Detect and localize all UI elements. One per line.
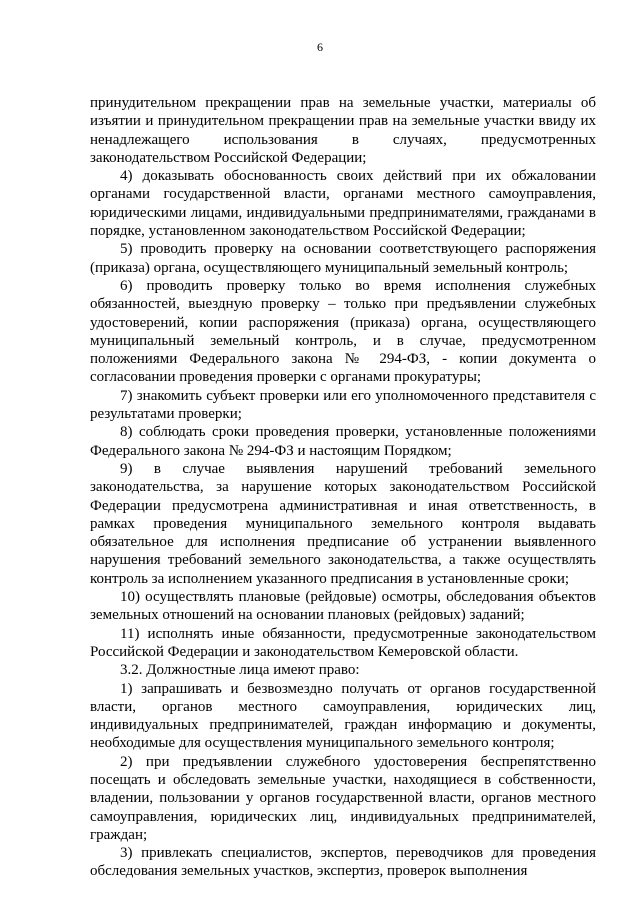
paragraph: 8) соблюдать сроки проведения проверки, установленные положениями Федерального закона № 294-ФЗ и настоящим Порядком;: [90, 424, 596, 459]
paragraph: принудительном прекращении прав на земельные участки, материалы об изъятии и принудительном прекращении прав на земельные участки ввиду их ненадлежащего использования в случаях, предусмотренных законодательством Российской Федерации;: [90, 95, 596, 166]
paragraph: 9) в случае выявления нарушений требований земельного законодательства, за нарушение которых законодательством Российской Федерации предусмотрена административная и иная ответственность, в рамках проведения муниципального земельного контроля выдавать обязательное для исполнения предписание об устранении выявленного нарушения требований земельного законодательства, а также осуществлять контроль за исполнением указанного предписания в установленные сроки;: [90, 460, 596, 587]
paragraph: 2) при предъявлении служебного удостоверения беспрепятственно посещать и обследовать земельные участки, находящиеся в собственности, владении, пользовании у органов государственной власти, органов местного самоуправления, юридических лиц, индивидуальных предпринимателей, граждан;: [90, 753, 596, 843]
paragraph: 4) доказывать обоснованность своих действий при их обжаловании органами государственной власти, органами местного самоуправления, юридическими лицами, индивидуальными предпринимателями, гражданами в порядке, установленном законодательством Российской Федерации;: [90, 168, 596, 240]
paragraph: 10) осуществлять плановые (рейдовые) осмотры, обследования объектов земельных отношений на основании плановых (рейдовых) заданий;: [90, 589, 596, 624]
paragraph: 3) привлекать специалистов, экспертов, переводчиков для проведения обследования земельных участков, экспертиз, проверок выполнения: [90, 845, 596, 880]
page-number: 6: [317, 40, 323, 54]
paragraph: 11) исполнять иные обязанности, предусмотренные законодательством Российской Федерации и законодательством Кемеровской области.: [90, 625, 596, 660]
paragraph: 6) проводить проверку только во время исполнения служебных обязанностей, выездную проверку – только при предъявлении служебных удостоверений, копии распоряжения (приказа) органа, осуществляющего муниципальный земельный контроль, и в случае, предусмотренном положениями Федерального закона № 294-ФЗ, - копии документа о согласовании проведения проверки с органами прокуратуры;: [90, 277, 596, 386]
paragraph: 3.2. Должностные лица имеют право:: [120, 662, 360, 679]
document-body: [90, 94, 596, 881]
paragraph: 5) проводить проверку на основании соответствующего распоряжения (приказа) органа, осуществляющего муниципальный земельный контроль;: [90, 241, 596, 276]
paragraph: 1) запрашивать и безвозмездно получать от органов государственной власти, органов местного самоуправления, юридических лиц, индивидуальных предпринимателей, граждан информацию и документы, необходимые для осуществления муниципального земельного контроля;: [90, 680, 596, 752]
paragraph: 7) знакомить субъект проверки или его уполномоченного представителя с результатами проверки;: [90, 387, 596, 423]
